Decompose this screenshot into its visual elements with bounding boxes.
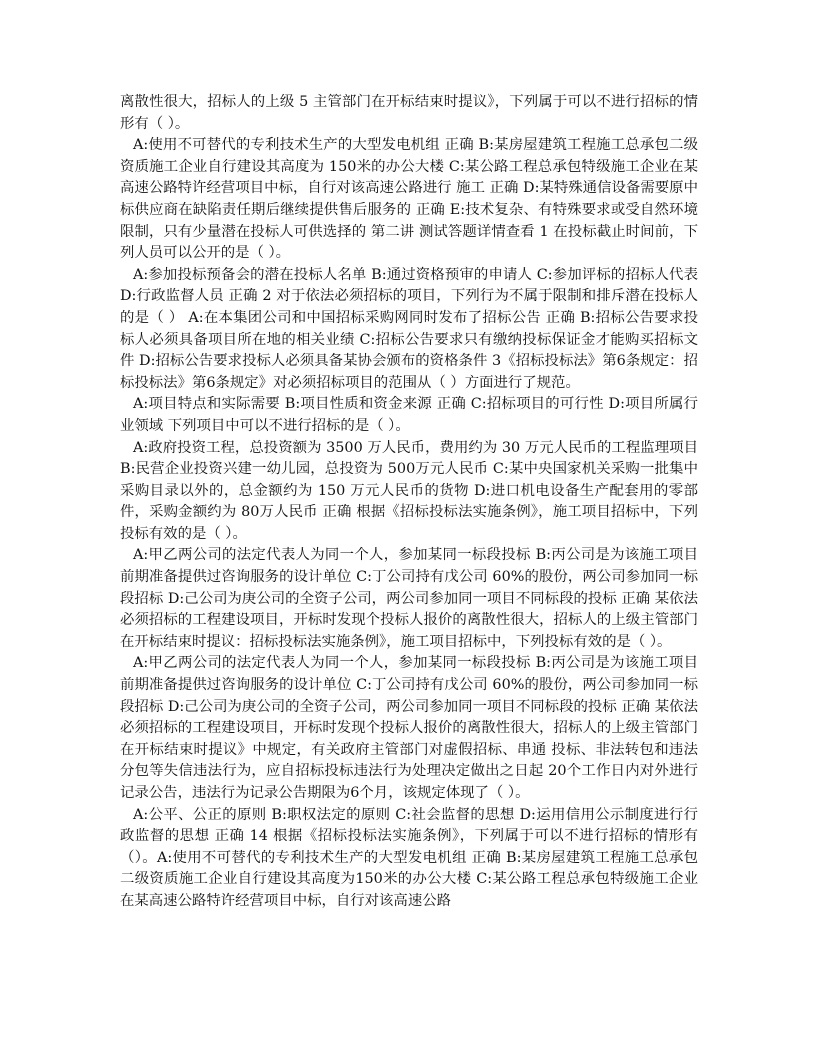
paragraph: A:参加投标预备会的潜在投标人名单 B:通过资格预审的申请人 C:参加评标的招标人代表 D:行政监督人员 正确 2 对于依法必须招标的项目，下列行为不属于限制和排斥潜在投标人的是（ ） A:在本集团公司和中国招标采购网同时发布了招标公告 正确 B:招标公告要求投标人必须具备项目所在地的相关业绩 C:招标公告要求只有缴纳投标保证金才能购买招标文件 D:招标公告要求投标人必须具备某协会颁布的资格条件 3《招标投标法》第6条规定：招标投标法》第6条规定》对必须招标项目的范围从（ ）方面进行了规范。 <box>120 266 698 391</box>
paragraph: A:甲乙两公司的法定代表人为同一个人，参加某同一标段投标 B:丙公司是为该施工项目前期准备提供过咨询服务的设计单位 C:丁公司持有戊公司 60%的股份，两公司参加同一标段招标 D:己公司为庚公司的全资子公司，两公司参加同一项目不同标段的投标 正确 某依法必须招标的工程建设项目，开标时发现个投标人报价的离散性很大，招标人的上级主管部门在开标结束时提议》中规定，有关政府主管部门对虚假招标、串通 投标、非法转包和违法分包等失信违法行为，应自招标投标违法行为处理决定做出之日起 20个工作日内对外进行记录公告，违法行为记录公告期限为6个月，该规定体现了（ ）。 <box>120 655 698 801</box>
document-body <box>120 92 698 913</box>
paragraph: A:甲乙两公司的法定代表人为同一个人，参加某同一标段投标 B:丙公司是为该施工项目前期准备提供过咨询服务的设计单位 C:丁公司持有戊公司 60%的股份，两公司参加同一标段招标 D:己公司为庚公司的全资子公司，两公司参加同一项目不同标段的投标 正确 某依法必须招标的工程建设项目，开标时发现个投标人报价的离散性很大，招标人的上级主管部门在开标结束时提议：招标投标法实施条例》，施工项目招标中，下列投标有效的是（ ）。 <box>120 547 698 650</box>
paragraph: A:公平、公正的原则 B:职权法定的原则 C:社会监督的思想 D:运用信用公示制度进行行政监督的思想 正确 14 根据《招标投标法实施条例》，下列属于可以不进行招标的情形有（）。A:使用不可替代的专利技术生产的大型发电机组 正确 B:某房屋建筑工程施工总承包二级资质施工企业自行建设其高度为150米的办公大楼 C:某公路工程总承包特级施工企业在某高速公路特许经营项目中标，自行对该高速公路 <box>120 806 698 909</box>
paragraph: A:使用不可替代的专利技术生产的大型发电机组 正确 B:某房屋建筑工程施工总承包二级资质施工企业自行建设其高度为 150米的办公大楼 C:某公路工程总承包特级施工企业在某高速公路特许经营项目中标，自行对该高速公路进行 施工 正确 D:某特殊通信设备需要原中标供应商在缺陷责任期后继续提供售后服务的 正确 E:技术复杂、有特殊要求或受自然环境限制，只有少量潜在投标人可供选择的 第二讲 测试答题详情查看 1 在投标截止时间前，下列人员可以公开的是（ ）。 <box>120 137 698 262</box>
paragraph: A:项目特点和实际需要 B:项目性质和资金来源 正确 C:招标项目的可行性 D:项目所属行业领域 下列项目中可以不进行招标的是（ ）。 <box>120 396 698 434</box>
paragraph: 离散性很大，招标人的上级 5 主管部门在开标结束时提议》，下列属于可以不进行招标的情形有（ ）。 <box>120 94 698 132</box>
paragraph: A:政府投资工程，总投资额为 3500 万人民币，费用约为 30 万元人民币的工程监理项目 B:民营企业投资兴建一幼儿园，总投资为 500万元人民币 C:某中央国家机关采购一批集中采购目录以外的，总金额约为 150 万元人民币的货物 D:进口机电设备生产配套用的零部件，采购金额约为 80万人民币 正确 根据《招标投标法实施条例》，施工项目招标中，下列投标有效的是（ ）。 <box>120 439 698 542</box>
